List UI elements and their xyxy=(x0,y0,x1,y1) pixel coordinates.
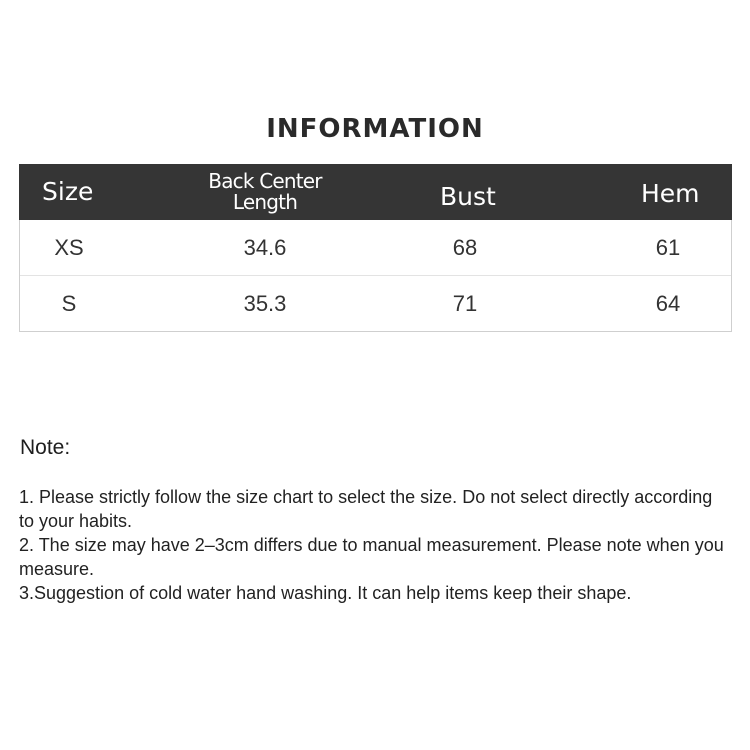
cell-size: XS xyxy=(54,235,84,260)
note-heading: Note: xyxy=(20,436,71,459)
cell-back-center-length: 35.3 xyxy=(243,291,287,316)
column-header-size: Size xyxy=(42,177,94,206)
column-header-back-center-length: Back Center Length xyxy=(208,169,322,214)
cell-size: S xyxy=(61,291,77,316)
column-header-hem: Hem xyxy=(641,179,700,208)
table-header-row xyxy=(19,164,732,220)
cell-hem: 61 xyxy=(655,235,681,260)
table-row xyxy=(20,275,731,331)
size-chart-table xyxy=(19,164,732,332)
note-list xyxy=(19,485,724,605)
note-item: 1. Please strictly follow the size chart to select the size. Do not select directly according to your habits. xyxy=(19,487,713,531)
table-body xyxy=(19,220,732,332)
note-item: 2. The size may have 2–3cm differs due to manual measurement. Please note when you measure. xyxy=(19,535,724,579)
column-header-bust: Bust xyxy=(440,182,496,211)
cell-bust: 68 xyxy=(452,235,478,260)
table-row xyxy=(20,220,731,275)
page-title: INFORMATION xyxy=(266,114,484,145)
cell-bust: 71 xyxy=(452,291,478,316)
note-item: 3.Suggestion of cold water hand washing. It can help items keep their shape. xyxy=(19,583,632,603)
cell-hem: 64 xyxy=(655,291,681,316)
cell-back-center-length: 34.6 xyxy=(243,235,287,260)
